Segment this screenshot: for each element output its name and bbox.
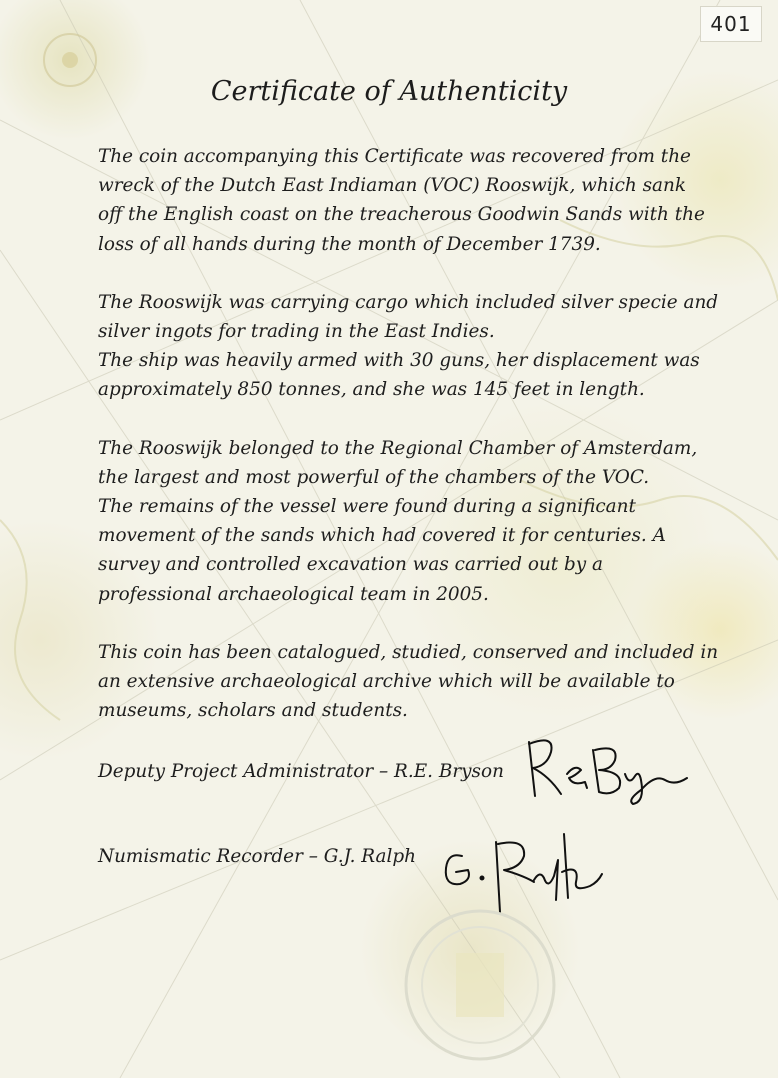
text-line: an extensive archaeological archive which will be available to [98,671,675,693]
text-line: wreck of the Dutch East Indiaman (VOC) Rooswijk, which sank [98,175,686,197]
text-line: The Rooswijk belonged to the Regional Chamber of Amsterdam, [98,437,698,459]
paragraph-excavation [98,434,698,609]
embossed-seal [400,905,560,1065]
text-line: The ship was heavily armed with 30 guns, her displacement was [98,350,700,372]
paragraph-archive [98,638,719,726]
text-line: off the English coast on the treacherous Goodwin Sands with the [98,204,705,226]
text-line: The remains of the vessel were found during a significant [98,496,636,518]
paragraph-cargo [98,288,719,405]
paragraph-recovery [98,142,705,259]
text-line: the largest and most powerful of the chambers of the VOC. [98,466,650,488]
text-line: survey and controlled excavation was carried out by a [98,554,603,576]
signatory-recorder: Numismatic Recorder – G.J. Ralph [98,846,416,867]
text-line: loss of all hands during the month of December 1739. [98,233,601,255]
text-line: approximately 850 tonnes, and she was 145 feet in length. [98,379,645,401]
text-line: movement of the sands which had covered it for centuries. A [98,525,666,547]
certificate-body [98,142,719,754]
signature-bryson [515,730,695,810]
page-number-tag: 401 [700,6,762,42]
text-line: This coin has been catalogued, studied, conserved and included in [98,641,719,663]
text-line: The Rooswijk was carrying cargo which included silver specie and [98,291,719,313]
text-line: museums, scholars and students. [98,700,408,722]
text-line: silver ingots for trading in the East Indies. [98,321,495,343]
text-line: The coin accompanying this Certificate was recovered from the [98,146,691,167]
signatory-administrator: Deputy Project Administrator – R.E. Bryson [98,761,504,782]
certificate-title: Certificate of Authenticity [210,76,568,107]
text-line: professional archaeological team in 2005. [98,583,489,605]
